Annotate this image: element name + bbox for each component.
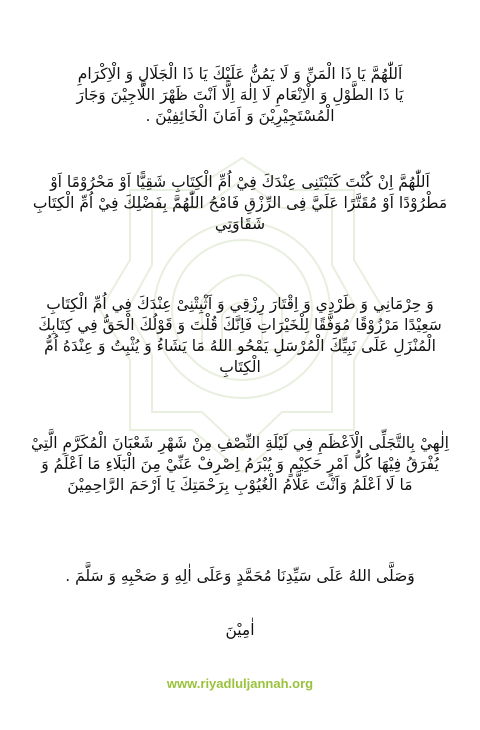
text-line: وَ حِرْمَانِي وَ طَرْدِي وَ اِقْتَارَ رِزْقِي وَ اَثْبِتْنِىْ عِنْدَكَ فِي اُمِّ الْكِتَابِ <box>46 295 434 313</box>
text-line: شَقَاوَتِي <box>214 215 266 233</box>
paragraph-5 <box>22 566 458 587</box>
amin-line <box>22 620 458 641</box>
text-line: يُفْرَقُ فِيْهَا كُلُّ اَمْرٍ حَكِيْمٍ وَ يُبْرَمُ اِصْرِفْ عَنِّيْ مِنَ الْبَلَاءِ مَا اَعْلَمُ وَ <box>41 455 439 473</box>
paragraph-4 <box>22 433 458 496</box>
text-line: اِلٰهِيْ بِالتَّجَلِّى الْاَعْظَمِ فِي لَيْلَةِ النِّصْفِ مِنْ شَهْرِ شَعْبَانَ الْمُكَرَّمِ الَّتِيْ <box>30 434 449 452</box>
text-line: اَللّٰهُمَّ يَا ذَا الْمَنِّ وَ لَا يَمُنُّ عَلَيْكَ يَا ذَا الْجَلَالِ وَ الْاِكْرَامِ <box>77 65 403 83</box>
text-line: اَللّٰهُمَّ اِنْ كُنْتَ كَتَبْتَنِى عِنْدَكَ فِيْ اُمِّ الْكِتَابِ شَقِيًّا اَوْ مَحْرُوْمًا اَوْ <box>50 173 430 191</box>
text-line: مَا لَا اَعْلَمُ وَاَنْتَ عَلَّامُ الْغُيُوْبِ بِرَحْمَتِكَ يَا اَرْحَمَ الرَّاحِمِيْنَ <box>67 476 413 494</box>
paragraph-1 <box>22 64 458 127</box>
website-link[interactable]: www.riyadluljannah.org <box>166 676 314 691</box>
text-line: اٰمِيْنَ <box>225 621 255 639</box>
text-line: الْكِتَابِ <box>219 358 261 376</box>
text-line: سَعِيْدًا مَرْزُوْقًا مُوَفَّقًا لِلْخَيْرَاتِ فَاِنَّكَ قُلْتَ وَ قَوْلُكَ الْحَقُّ فِي كِتَابِكَ <box>38 316 442 334</box>
text-line: الْمُسْتَجِيْرِيْنَ وَ اَمَانَ الْخَائِفِيْنَ . <box>145 107 335 125</box>
text-line: وَصَلَّى اللهُ عَلَى سَيِّدِنَا مُحَمَّدٍ وَعَلَى اٰلِهِ وَ صَحْبِهِ وَ سَلَّمَ . <box>65 567 415 585</box>
text-line: مَطْرُوْدًا اَوْ مُقَتَّرًا عَلَيَّ فِى الرِّزْقِ فَامْحُ اللّٰهُمَّ بِفَضْلِكَ فِيْ اُمِّ الْكِتَابِ <box>32 194 448 212</box>
text-line: الْمُنْزَلِ عَلَى نَبِيِّكَ الْمُرْسَلِ يَمْحُو اللهُ مَا يَشَاءُ وَ يُثْبِتُ وَ عِنْدَهُ اُمُّ <box>44 337 436 355</box>
text-line: يَا ذَا الطَّوْلِ وَ الْاِنْعَامِ لَا اِلٰهَ اِلَّا اَنْتَ ظَهْرَ اللَّاجِيْنَ وَجَارَ <box>76 86 404 104</box>
paragraph-2 <box>22 172 458 235</box>
paragraph-3 <box>22 294 458 378</box>
